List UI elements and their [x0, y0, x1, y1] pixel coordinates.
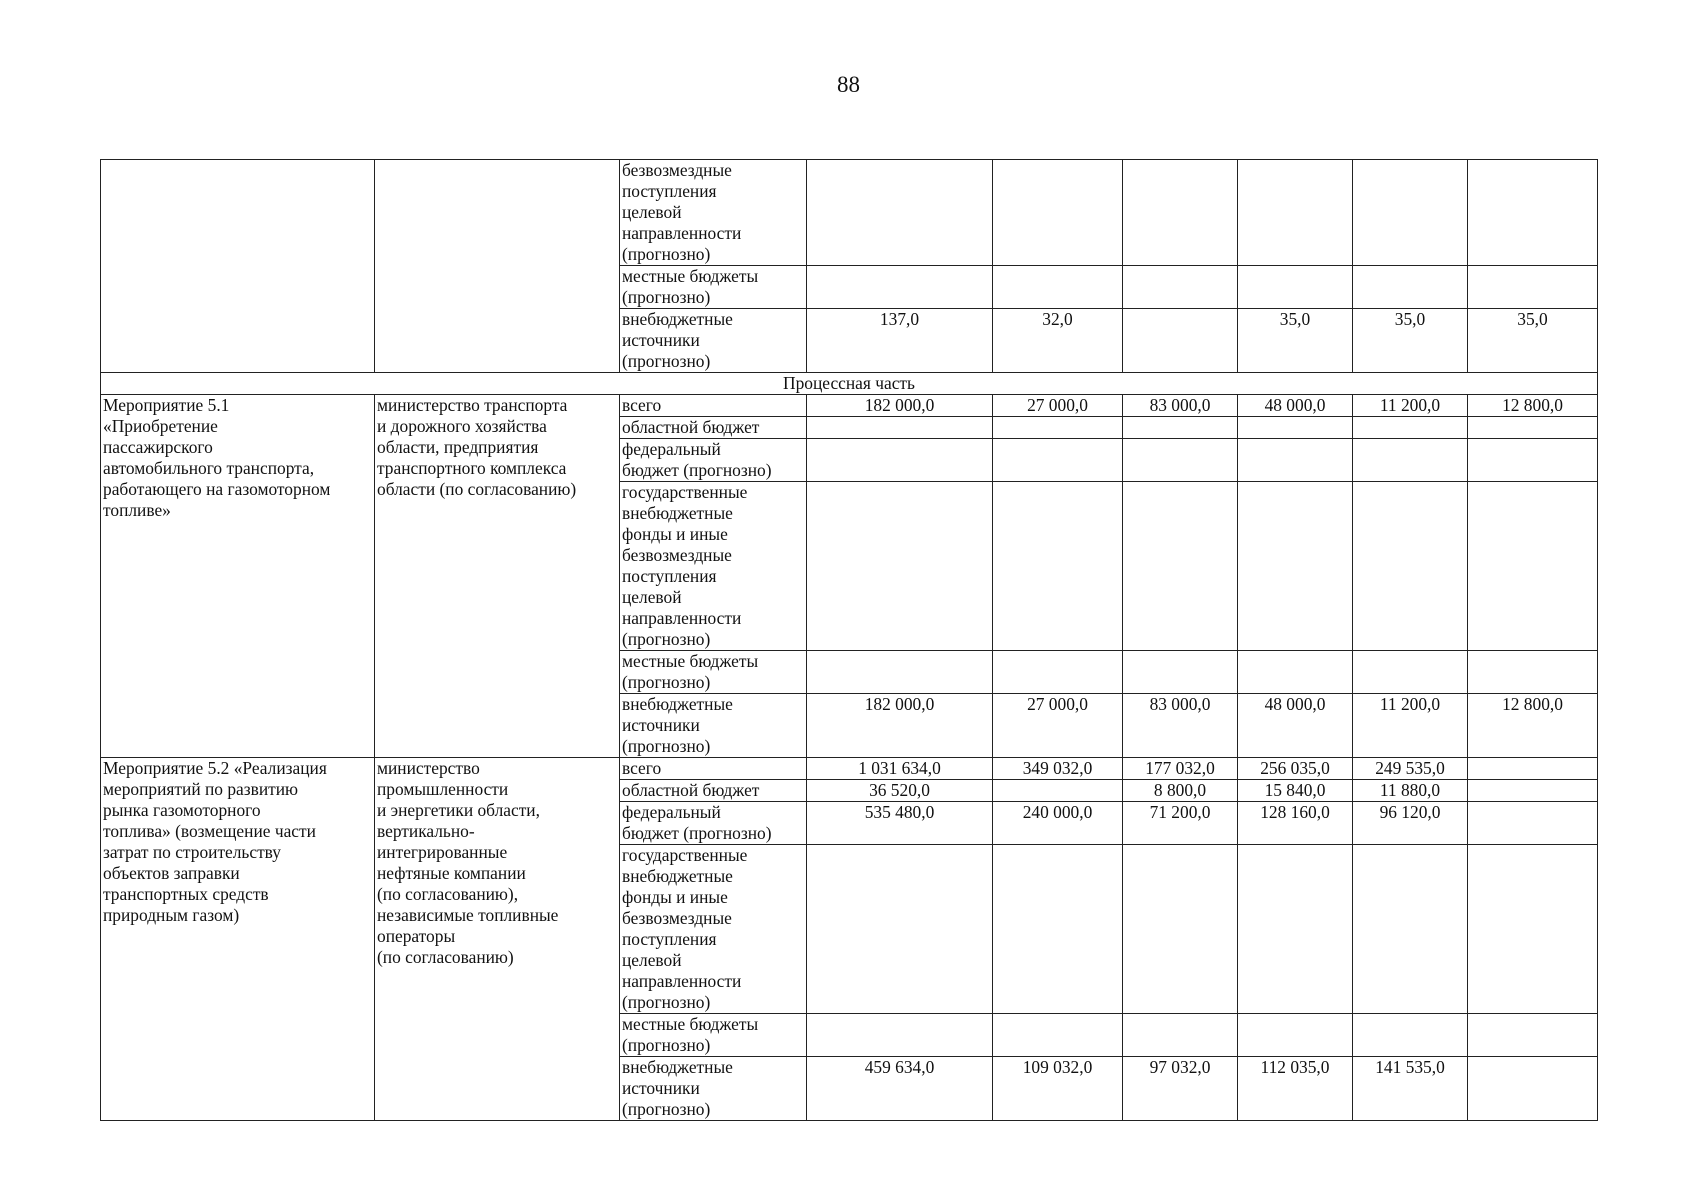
value-cell	[1353, 651, 1468, 694]
value-cell: 109 032,0	[993, 1057, 1123, 1121]
value-cell	[1468, 482, 1598, 651]
value-cell	[1468, 160, 1598, 266]
value-cell: 83 000,0	[1123, 395, 1238, 417]
value-cell	[993, 845, 1123, 1014]
funding-source-cell: областной бюджет	[620, 417, 807, 439]
value-cell	[1353, 439, 1468, 482]
value-cell	[1123, 1014, 1238, 1057]
value-cell: 256 035,0	[1238, 758, 1353, 780]
value-cell: 97 032,0	[1123, 1057, 1238, 1121]
value-cell: 459 634,0	[807, 1057, 993, 1121]
funding-source-cell: внебюджетные источники (прогнозно)	[620, 309, 807, 373]
funding-source-cell: государственные внебюджетные фонды и иные безвозмездные поступления целевой направленности (прогнозно)	[620, 482, 807, 651]
measure-name-cell: Мероприятие 5.1 «Приобретение пассажирского автомобильного транспорта, работающего на газомоторном топливе»	[101, 395, 375, 758]
measure-name-cell: Мероприятие 5.2 «Реализация мероприятий по развитию рынка газомоторного топлива» (возмещение части затрат по строительству объектов заправки транспортных средств природным газом)	[101, 758, 375, 1121]
value-cell	[1238, 266, 1353, 309]
value-cell	[807, 266, 993, 309]
value-cell: 177 032,0	[1123, 758, 1238, 780]
funding-source-cell: внебюджетные источники (прогнозно)	[620, 694, 807, 758]
funding-source-cell: местные бюджеты (прогнозно)	[620, 1014, 807, 1057]
funding-source-cell: всего	[620, 758, 807, 780]
value-cell: 128 160,0	[1238, 802, 1353, 845]
value-cell	[807, 482, 993, 651]
value-cell: 11 200,0	[1353, 694, 1468, 758]
value-cell	[993, 160, 1123, 266]
value-cell: 35,0	[1468, 309, 1598, 373]
value-cell	[807, 651, 993, 694]
value-cell: 96 120,0	[1353, 802, 1468, 845]
value-cell: 182 000,0	[807, 395, 993, 417]
page-number: 88	[837, 72, 860, 97]
value-cell	[1468, 1057, 1598, 1121]
value-cell	[1353, 845, 1468, 1014]
funding-source-cell: местные бюджеты (прогнозно)	[620, 266, 807, 309]
value-cell	[1123, 651, 1238, 694]
budget-table-body	[101, 160, 1598, 1121]
value-cell	[1468, 845, 1598, 1014]
value-cell	[807, 439, 993, 482]
value-cell: 11 880,0	[1353, 780, 1468, 802]
value-cell: 15 840,0	[1238, 780, 1353, 802]
value-cell: 83 000,0	[1123, 694, 1238, 758]
value-cell	[1238, 482, 1353, 651]
value-cell	[1123, 845, 1238, 1014]
value-cell	[1238, 160, 1353, 266]
value-cell	[1238, 845, 1353, 1014]
value-cell	[1468, 1014, 1598, 1057]
value-cell: 8 800,0	[1123, 780, 1238, 802]
value-cell	[993, 780, 1123, 802]
funding-source-cell: федеральный бюджет (прогнозно)	[620, 439, 807, 482]
value-cell: 48 000,0	[1238, 395, 1353, 417]
value-cell: 71 200,0	[1123, 802, 1238, 845]
section-title: Процессная часть	[101, 373, 1598, 395]
table-row	[101, 758, 1598, 780]
value-cell	[1468, 651, 1598, 694]
value-cell	[1468, 266, 1598, 309]
funding-source-cell: государственные внебюджетные фонды и иные безвозмездные поступления целевой направленности (прогнозно)	[620, 845, 807, 1014]
value-cell	[993, 417, 1123, 439]
funding-source-cell: безвозмездные поступления целевой направленности (прогнозно)	[620, 160, 807, 266]
value-cell	[1238, 1014, 1353, 1057]
value-cell	[1353, 266, 1468, 309]
value-cell	[807, 417, 993, 439]
value-cell: 36 520,0	[807, 780, 993, 802]
value-cell	[1468, 758, 1598, 780]
funding-source-cell: федеральный бюджет (прогнозно)	[620, 802, 807, 845]
table-row	[101, 395, 1598, 417]
value-cell	[1123, 417, 1238, 439]
executor-cell	[375, 160, 620, 373]
value-cell	[1123, 160, 1238, 266]
value-cell: 112 035,0	[1238, 1057, 1353, 1121]
value-cell	[1468, 417, 1598, 439]
value-cell: 182 000,0	[807, 694, 993, 758]
value-cell	[1123, 482, 1238, 651]
value-cell	[807, 160, 993, 266]
value-cell: 12 800,0	[1468, 694, 1598, 758]
value-cell: 249 535,0	[1353, 758, 1468, 780]
value-cell	[1468, 802, 1598, 845]
value-cell: 141 535,0	[1353, 1057, 1468, 1121]
funding-source-cell: внебюджетные источники (прогнозно)	[620, 1057, 807, 1121]
budget-table	[100, 159, 1598, 1121]
value-cell	[1468, 780, 1598, 802]
value-cell	[1123, 266, 1238, 309]
value-cell	[1468, 439, 1598, 482]
value-cell: 48 000,0	[1238, 694, 1353, 758]
value-cell	[1238, 439, 1353, 482]
value-cell	[1353, 1014, 1468, 1057]
value-cell	[993, 1014, 1123, 1057]
value-cell: 137,0	[807, 309, 993, 373]
value-cell	[807, 845, 993, 1014]
value-cell: 27 000,0	[993, 694, 1123, 758]
value-cell: 27 000,0	[993, 395, 1123, 417]
funding-source-cell: местные бюджеты (прогнозно)	[620, 651, 807, 694]
section-row	[101, 373, 1598, 395]
value-cell	[1238, 651, 1353, 694]
value-cell	[1123, 309, 1238, 373]
value-cell	[993, 651, 1123, 694]
value-cell: 35,0	[1353, 309, 1468, 373]
executor-cell: министерство промышленности и энергетики области, вертикально- интегрированные нефтяные компании (по согласованию), независимые топливные операторы (по согласованию)	[375, 758, 620, 1121]
value-cell: 349 032,0	[993, 758, 1123, 780]
value-cell	[1238, 417, 1353, 439]
value-cell	[1353, 482, 1468, 651]
value-cell	[1123, 439, 1238, 482]
value-cell: 35,0	[1238, 309, 1353, 373]
value-cell: 535 480,0	[807, 802, 993, 845]
value-cell	[807, 1014, 993, 1057]
table-row	[101, 160, 1598, 266]
value-cell	[993, 266, 1123, 309]
measure-name-cell	[101, 160, 375, 373]
value-cell	[993, 439, 1123, 482]
value-cell: 32,0	[993, 309, 1123, 373]
value-cell: 12 800,0	[1468, 395, 1598, 417]
funding-source-cell: областной бюджет	[620, 780, 807, 802]
value-cell	[1353, 160, 1468, 266]
value-cell	[1353, 417, 1468, 439]
value-cell	[993, 482, 1123, 651]
funding-source-cell: всего	[620, 395, 807, 417]
value-cell: 1 031 634,0	[807, 758, 993, 780]
value-cell: 240 000,0	[993, 802, 1123, 845]
value-cell: 11 200,0	[1353, 395, 1468, 417]
executor-cell: министерство транспорта и дорожного хозяйства области, предприятия транспортного комплекса области (по согласованию)	[375, 395, 620, 758]
